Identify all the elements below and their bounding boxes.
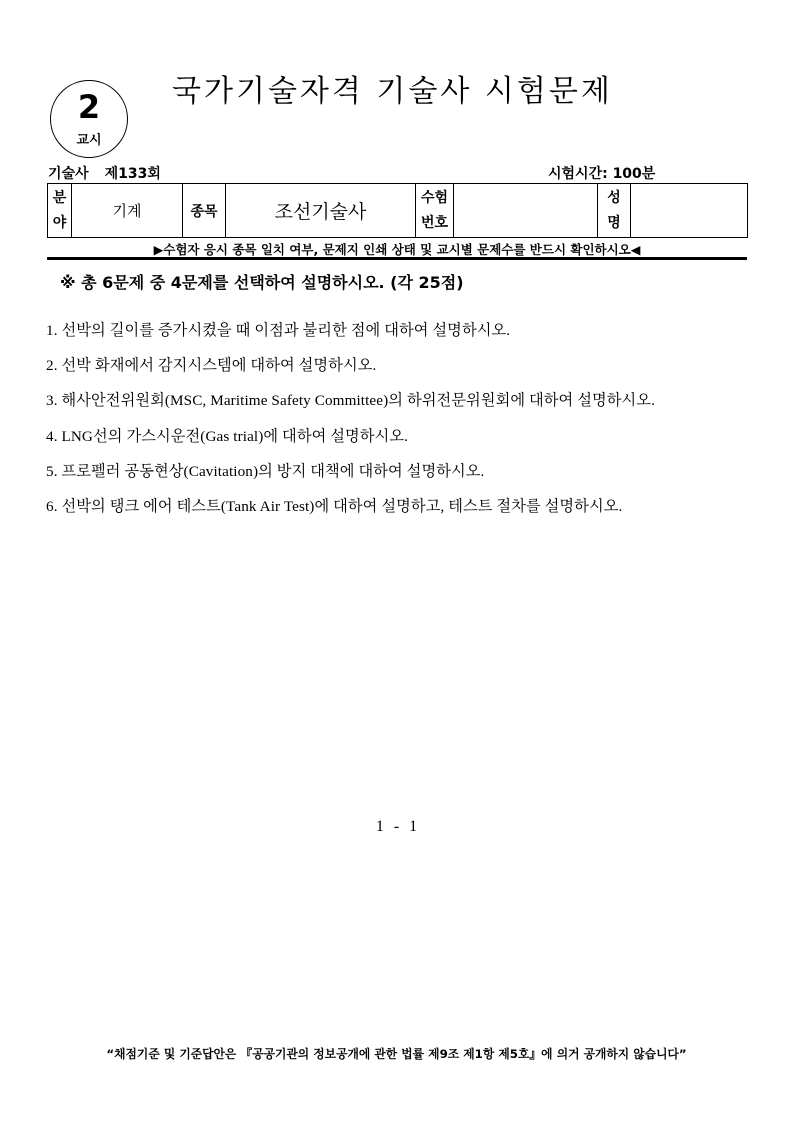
exam-number-label-bottom: 번호 (420, 214, 449, 231)
question-item: 3. 해사안전위원회(MSC, Maritime Safety Committee)의 하위전문위원회에 대하여 설명하시오. (46, 392, 655, 410)
name-label-cell (598, 184, 631, 238)
notice-text: ▶수험자 응시 종목 일치 여부, 문제지 인쇄 상태 및 교시별 문제수를 반드시 확인하시오◀ (153, 242, 641, 257)
exam-time: 시험시간: 100분 (548, 166, 656, 182)
field-label-bottom: 야 (52, 214, 67, 231)
page-title: 국가기술자격 기술사 시험문제 (172, 74, 613, 109)
session-number: 2 (77, 88, 101, 126)
page-number: 1 - 1 (375, 818, 418, 835)
exam-number-label-cell (416, 184, 454, 238)
question-item: 2. 선박 화재에서 감지시스템에 대하여 설명하시오. (46, 357, 377, 375)
exam-info-table (47, 183, 748, 238)
instruction-text: ※ 총 6문제 중 4문제를 선택하여 설명하시오. (각 25점) (60, 273, 464, 292)
field-label-top: 분 (52, 189, 67, 206)
exam-number-label-top: 수험 (420, 189, 449, 206)
question-list (46, 313, 751, 524)
exam-info (48, 163, 161, 183)
exam-category: 기술사 (48, 166, 89, 182)
name-label-bottom: 명 (607, 214, 621, 231)
exam-number-field[interactable] (454, 184, 598, 238)
field-label-cell (48, 184, 72, 238)
item-label: 종목 (183, 184, 226, 238)
exam-round: 제133회 (104, 166, 161, 182)
divider (47, 257, 747, 260)
question-item: 4. LNG선의 가스시운전(Gas trial)에 대하여 설명하시오. (46, 427, 409, 445)
session-badge (50, 80, 128, 158)
field-value: 기계 (72, 184, 183, 238)
item-value: 조선기술사 (226, 184, 416, 238)
footer-disclaimer: “채점기준 및 기준답안은 『공공기관의 정보공개에 관한 법률 제9조 제1항 제5호』에 의거 공개하지 않습니다” (106, 1047, 687, 1061)
session-label: 교시 (76, 133, 102, 148)
name-label-top: 성 (607, 189, 621, 206)
name-field[interactable] (631, 184, 748, 238)
question-item: 1. 선박의 길이를 증가시켰을 때 이점과 불리한 점에 대하여 설명하시오. (46, 322, 511, 339)
question-item: 5. 프로펠러 공동현상(Cavitation)의 방지 대책에 대하여 설명하시오. (46, 462, 485, 480)
question-item: 6. 선박의 탱크 에어 테스트(Tank Air Test)에 대하여 설명하고, 테스트 절차를 설명하시오. (46, 498, 623, 516)
